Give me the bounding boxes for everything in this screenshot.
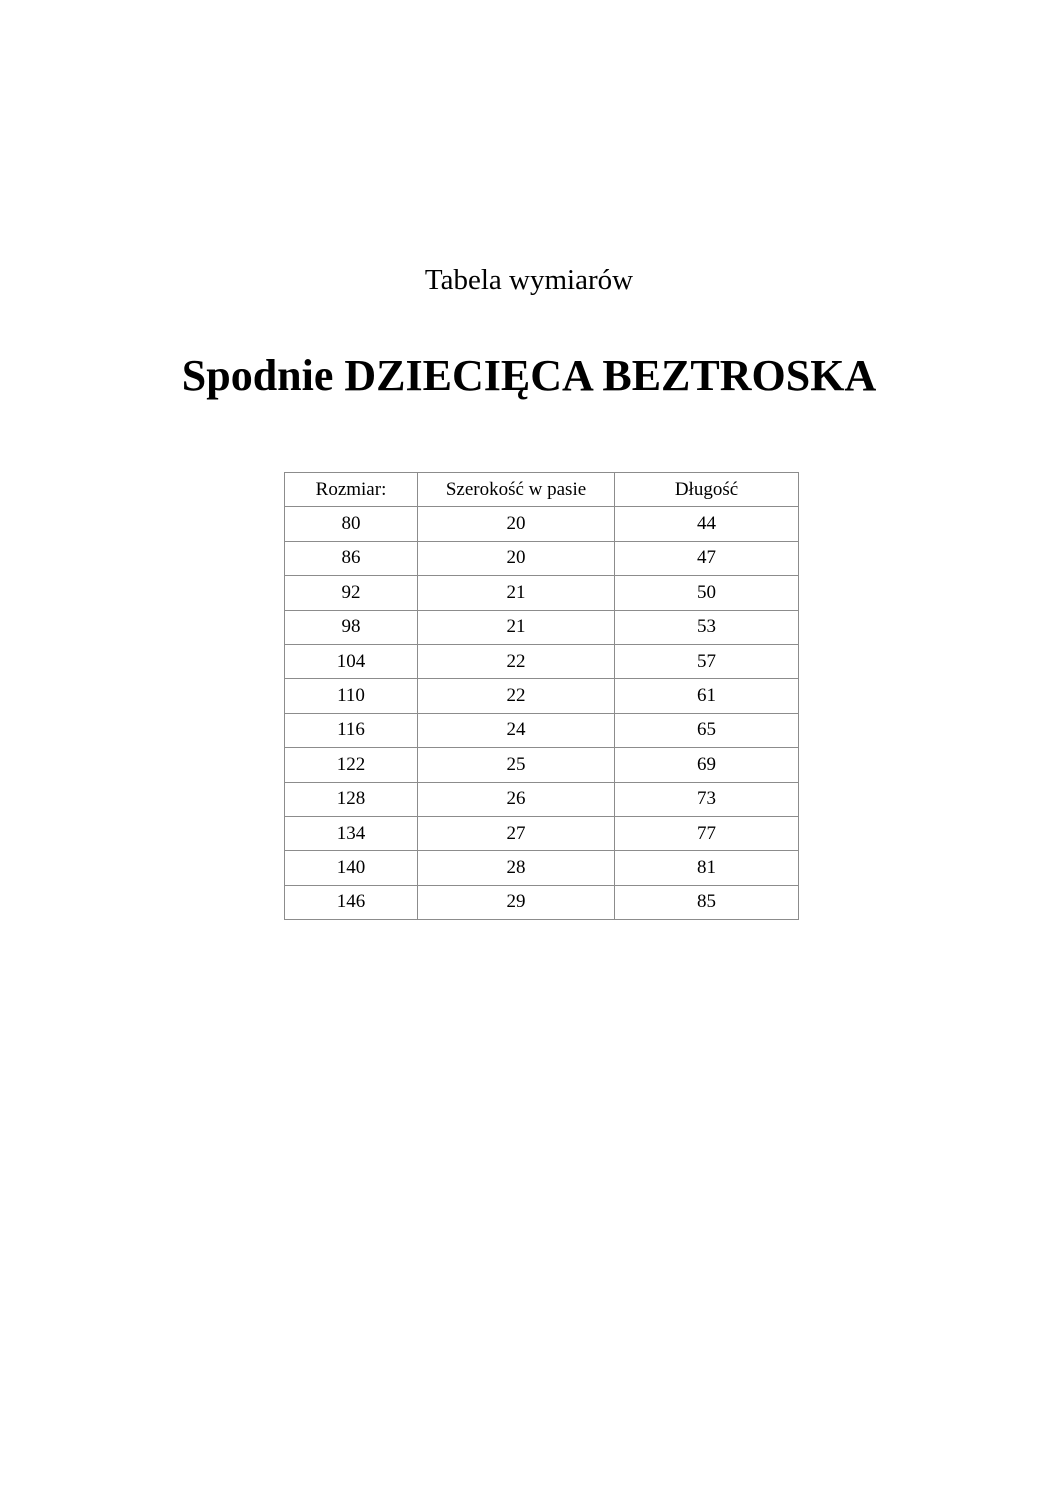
cell-length: 53 — [615, 610, 799, 644]
cell-waist-width: 25 — [418, 748, 615, 782]
size-table — [284, 472, 799, 920]
table-row — [285, 782, 799, 816]
header-waist-width: Szerokość w pasie — [418, 473, 615, 507]
cell-size: 92 — [285, 576, 418, 610]
cell-waist-width: 22 — [418, 644, 615, 678]
cell-waist-width: 20 — [418, 507, 615, 541]
page-title: Spodnie DZIECIĘCA BEZTROSKA — [181, 351, 877, 400]
cell-size: 140 — [285, 851, 418, 885]
header-length: Długość — [615, 473, 799, 507]
cell-waist-width: 21 — [418, 576, 615, 610]
cell-waist-width: 24 — [418, 713, 615, 747]
table-row — [285, 885, 799, 919]
cell-length: 47 — [615, 541, 799, 575]
page-subtitle: Tabela wymiarów — [424, 264, 634, 296]
cell-size: 134 — [285, 816, 418, 850]
cell-length: 44 — [615, 507, 799, 541]
table-row — [285, 644, 799, 678]
cell-size: 110 — [285, 679, 418, 713]
cell-length: 81 — [615, 851, 799, 885]
table-row — [285, 679, 799, 713]
cell-waist-width: 20 — [418, 541, 615, 575]
cell-size: 116 — [285, 713, 418, 747]
cell-waist-width: 29 — [418, 885, 615, 919]
cell-waist-width: 26 — [418, 782, 615, 816]
cell-size: 80 — [285, 507, 418, 541]
cell-waist-width: 27 — [418, 816, 615, 850]
table-row — [285, 851, 799, 885]
cell-length: 77 — [615, 816, 799, 850]
cell-waist-width: 21 — [418, 610, 615, 644]
cell-size: 122 — [285, 748, 418, 782]
cell-size: 98 — [285, 610, 418, 644]
cell-length: 61 — [615, 679, 799, 713]
cell-size: 104 — [285, 644, 418, 678]
cell-size: 86 — [285, 541, 418, 575]
table-row — [285, 610, 799, 644]
table-row — [285, 713, 799, 747]
table-header-row — [285, 473, 799, 507]
table-row — [285, 816, 799, 850]
cell-length: 69 — [615, 748, 799, 782]
cell-length: 85 — [615, 885, 799, 919]
table-row — [285, 576, 799, 610]
table-row — [285, 541, 799, 575]
cell-size: 128 — [285, 782, 418, 816]
cell-waist-width: 22 — [418, 679, 615, 713]
table-row — [285, 748, 799, 782]
cell-waist-width: 28 — [418, 851, 615, 885]
header-size: Rozmiar: — [285, 473, 418, 507]
cell-length: 65 — [615, 713, 799, 747]
cell-length: 50 — [615, 576, 799, 610]
cell-size: 146 — [285, 885, 418, 919]
table-row — [285, 507, 799, 541]
cell-length: 57 — [615, 644, 799, 678]
cell-length: 73 — [615, 782, 799, 816]
